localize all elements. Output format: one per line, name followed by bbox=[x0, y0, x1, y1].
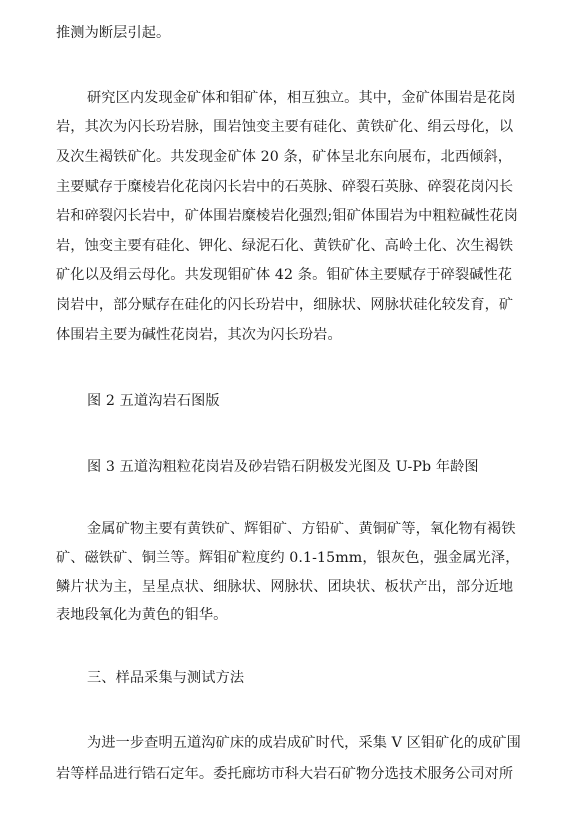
paragraph-line: 体围岩主要为碱性花岗岩，其次为闪长玢岩。 bbox=[56, 327, 342, 343]
paragraph-line: 岩等样品进行锆石定年。委托廊坊市科大岩石矿物分选技术服务公司对所 bbox=[56, 766, 514, 782]
paragraph-line: 推测为断层引起。 bbox=[56, 25, 171, 41]
paragraph-line: 岩，蚀变主要有硅化、钾化、绿泥石化、黄铁矿化、高岭土化、次生褐铁 bbox=[56, 238, 514, 254]
figure-caption: 图 2 五道沟岩石图版 bbox=[87, 393, 220, 409]
paragraph-line: 为进一步查明五道沟矿床的成岩成矿时代，采集 V 区钼矿化的成矿围 bbox=[87, 735, 521, 751]
figure-caption: 图 3 五道沟粗粒花岗岩及砂岩锆石阴极发光图及 U-Pb 年龄图 bbox=[87, 459, 479, 475]
paragraph-line: 矿、磁铁矿、铜兰等。辉钼矿粒度约 0.1-15mm，银灰色，强金属光泽， bbox=[56, 550, 520, 566]
paragraph-line: 研究区内发现金矿体和钼矿体，相互独立。其中，金矿体围岩是花岗 bbox=[87, 90, 516, 106]
paragraph-line: 鳞片状为主，呈星点状、细脉状、网脉状、团块状、板状产出，部分近地 bbox=[56, 579, 514, 595]
paragraph-line: 岗岩中，部分赋存在硅化的闪长玢岩中，细脉状、网脉状硅化较发育，矿 bbox=[56, 297, 514, 313]
paragraph-line: 表地段氧化为黄色的钼华。 bbox=[56, 607, 228, 623]
paragraph-line: 岩和碎裂闪长岩中，矿体围岩糜棱岩化强烈;钼矿体围岩为中粗粒碱性花岗 bbox=[56, 208, 519, 224]
paragraph-line: 矿化以及绢云母化。共发现钼矿体 42 条。钼矿体主要赋存于碎裂碱性花 bbox=[56, 267, 513, 283]
section-heading: 三、样品采集与测试方法 bbox=[87, 670, 245, 686]
paragraph-line: 主要赋存于糜棱岩化花岗闪长岩中的石英脉、碎裂石英脉、碎裂花岗闪长 bbox=[56, 179, 514, 195]
paragraph-line: 岩，其次为闪长玢岩脉，围岩蚀变主要有硅化、黄铁矿化、绢云母化，以 bbox=[56, 119, 514, 135]
paragraph-line: 及次生褐铁矿化。共发现金矿体 20 条，矿体呈北东向展布，北西倾斜， bbox=[56, 149, 513, 165]
paragraph-line: 金属矿物主要有黄铁矿、辉钼矿、方铅矿、黄铜矿等，氧化物有褐铁 bbox=[87, 521, 516, 537]
